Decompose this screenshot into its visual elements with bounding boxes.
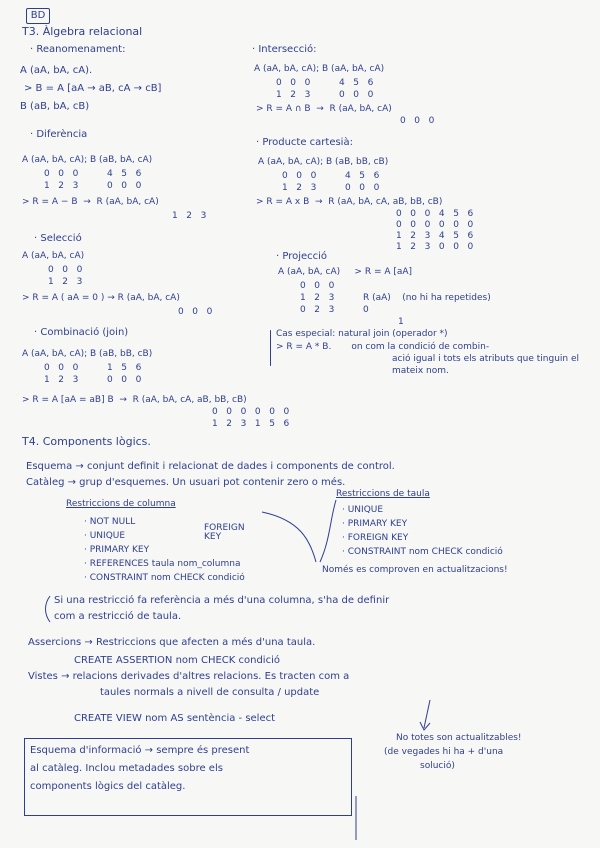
difference-expression: > R = A − B → R (aA, bA, cA)	[22, 197, 159, 207]
product-title: · Producte cartesià:	[256, 137, 353, 148]
table-constraint-check: · CONSTRAINT nom CHECK condició	[342, 547, 503, 557]
column-constraint-check: · CONSTRAINT nom CHECK condició	[84, 573, 245, 583]
projection-row-1: 0 0 0	[300, 281, 335, 291]
selection-title: · Selecció	[34, 233, 82, 244]
projection-result-row: 1	[398, 317, 404, 327]
information-schema-line-2: al catàleg. Inclou metadades sobre els	[30, 763, 223, 774]
join-result-row-1: 0 0 0 0 0 0	[212, 407, 290, 417]
subject-tag: BD	[26, 8, 50, 24]
join-result-row-2: 1 2 3 1 5 6	[212, 419, 290, 429]
views-definition-2: taules normals a nivell de consulta / update	[100, 687, 320, 698]
selection-expression: > R = A ( aA = 0 ) → R (aA, bA, cA)	[22, 293, 180, 303]
projection-row-2: 1 2 3 R (aA) (no hi ha repetides)	[300, 293, 491, 303]
product-result-row-3: 1 2 3 4 5 6	[396, 231, 474, 241]
views-updatable-note-3: solució)	[420, 761, 455, 771]
rename-expression: > B = A [aA → aB, cA → cB]	[24, 83, 162, 94]
join-relations: A (aA, bA, cA); B (aB, bB, cB)	[22, 349, 153, 359]
natural-join-note-2: > R = A * B. on com la condició de combin-	[276, 342, 490, 352]
views-definition-1: Vistes → relacions derivades d'altres relacions. Es tracten com a	[28, 671, 350, 682]
table-constraint-foreign-key: · FOREIGN KEY	[342, 533, 409, 543]
projection-title: · Projecció	[276, 251, 328, 262]
product-row-1: 0 0 0 4 5 6	[282, 171, 380, 181]
intersection-row-2: 1 2 3 0 0 0	[276, 90, 374, 100]
join-expression: > R = A [aA = aB] B → R (aA, bA, cA, aB, bB, cB)	[22, 395, 247, 405]
natural-join-note-1: Cas especial: natural join (operador *)	[276, 329, 448, 339]
join-row-1: 0 0 0 1 5 6	[44, 363, 142, 373]
intersection-result-row: 0 0 0	[400, 116, 435, 126]
projection-relation: A (aA, bA, cA) > R = A [aA]	[278, 267, 413, 277]
foreign-key-note: FOREIGN KEY	[204, 523, 245, 543]
intersection-relations: A (aA, bA, cA); B (aA, bA, cA)	[254, 64, 385, 74]
product-expression: > R = A x B → R (aA, bA, cA, aB, bB, cB)	[256, 197, 443, 207]
multi-column-brace	[46, 596, 51, 622]
join-row-2: 1 2 3 0 0 0	[44, 375, 142, 385]
difference-relations: A (aA, bA, cA); B (aB, bA, cA)	[22, 155, 153, 165]
selection-row-1: 0 0 0	[48, 265, 83, 275]
product-result-row-4: 1 2 3 0 0 0	[396, 242, 474, 252]
difference-row-2: 1 2 3 0 0 0	[44, 181, 142, 191]
selection-result-row: 0 0 0	[178, 307, 213, 317]
column-constraints-title: Restriccions de columna	[66, 499, 176, 509]
views-updatable-note-2: (de vegades hi ha + d'una	[384, 747, 504, 757]
catalog-definition: Catàleg → grup d'esquemes. Un usuari pot contenir zero o més.	[26, 477, 346, 488]
rename-result: B (aB, bA, cB)	[20, 101, 90, 112]
table-constraint-unique: · UNIQUE	[342, 505, 384, 515]
intersection-expression: > R = A ∩ B → R (aA, bA, cA)	[256, 104, 392, 114]
multi-column-note-1: Si una restricció fa referència a més d'una columna, s'ha de definir	[54, 595, 390, 606]
selection-relation: A (aA, bA, cA)	[22, 251, 85, 261]
information-schema-line-3: components lògics del catàleg.	[30, 781, 186, 792]
product-result-row-2: 0 0 0 0 0 0	[396, 220, 474, 230]
natural-join-note-3: ació igual i tots els atributs que tinguin el	[392, 354, 579, 364]
join-title: · Combinació (join)	[34, 327, 129, 338]
rename-title: · Reanomenament:	[30, 44, 126, 55]
column-constraint-primary-key: · PRIMARY KEY	[84, 545, 150, 555]
difference-row-1: 0 0 0 4 5 6	[44, 169, 142, 179]
view-syntax: CREATE VIEW nom AS sentència - select	[74, 713, 276, 724]
table-constraints-title: Restriccions de taula	[336, 489, 430, 499]
column-constraint-not-null: · NOT NULL	[84, 517, 136, 527]
table-constraints-brace	[320, 500, 336, 562]
column-constraint-unique: · UNIQUE	[84, 531, 126, 541]
information-schema-line-1: Esquema d'informació → sempre és present	[30, 745, 250, 756]
components-title: T4. Components lògics.	[22, 435, 151, 448]
intersection-row-1: 0 0 0 4 5 6	[276, 78, 374, 88]
schema-definition: Esquema → conjunt definit i relacionat de dades i components de control.	[26, 461, 395, 472]
product-relations: A (aA, bA, cA); B (aB, bB, cB)	[258, 157, 389, 167]
difference-result-row: 1 2 3	[172, 211, 207, 221]
selection-row-2: 1 2 3	[48, 277, 83, 287]
column-constraint-references: · REFERENCES taula nom_columna	[84, 559, 241, 569]
projection-row-3: 0 2 3 0	[300, 305, 369, 315]
product-row-2: 1 2 3 0 0 0	[282, 183, 380, 193]
checked-on-update-note: Només es comproven en actualitzacions!	[322, 565, 508, 575]
table-constraint-primary-key: · PRIMARY KEY	[342, 519, 408, 529]
difference-title: · Diferència	[30, 129, 88, 140]
assertions-definition: Assercions → Restriccions que afecten a més d'una taula.	[28, 637, 316, 648]
constraints-arrow	[262, 512, 316, 562]
views-updatable-note-1: No totes son actualitzables!	[396, 733, 522, 743]
natural-join-note-4: mateix nom.	[392, 366, 449, 376]
product-result-row-1: 0 0 0 4 5 6	[396, 209, 474, 219]
multi-column-note-2: com a restricció de taula.	[54, 611, 182, 622]
rename-relation: A (aA, bA, cA).	[20, 65, 93, 76]
intersection-title: · Intersecció:	[252, 44, 317, 55]
page-title: T3. Àlgebra relacional	[22, 25, 143, 38]
assertion-syntax: CREATE ASSERTION nom CHECK condició	[74, 655, 280, 666]
